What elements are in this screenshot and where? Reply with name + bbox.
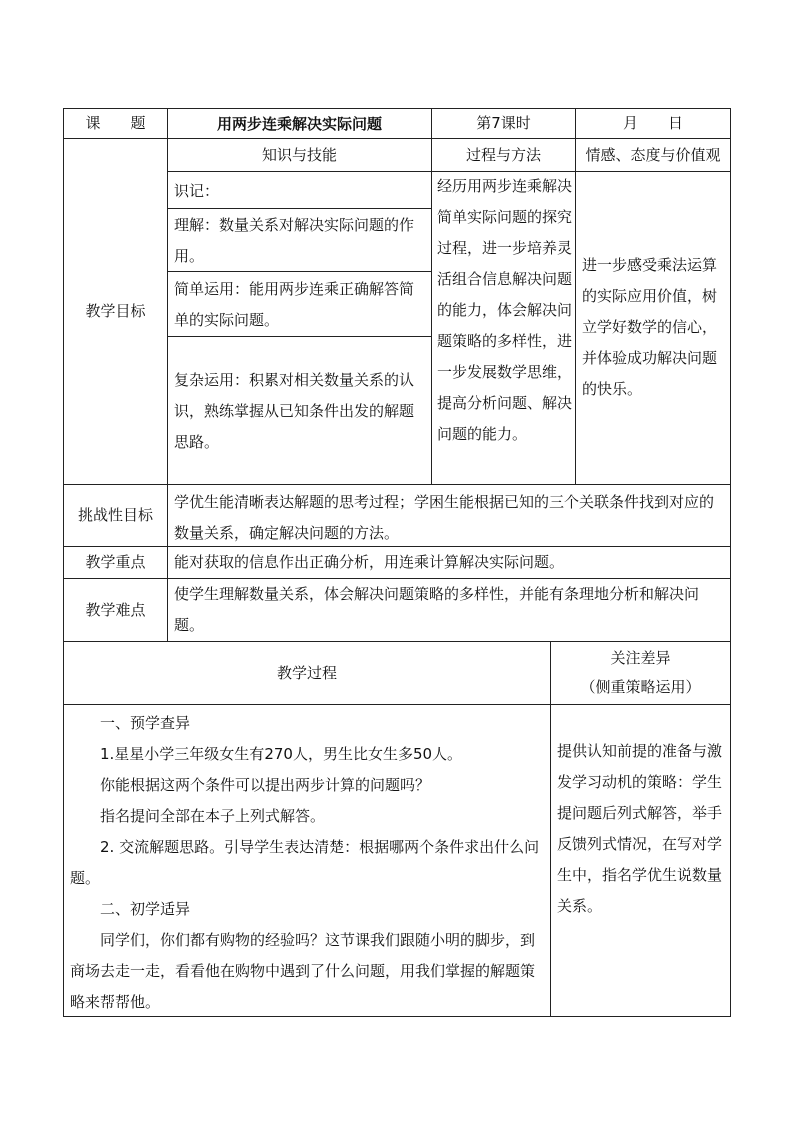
differences-header (551, 644, 730, 704)
differences-subtitle: （侧重策略运用） (580, 678, 701, 696)
knowledge-memorize: 识记： (174, 182, 220, 200)
grid-line (167, 208, 431, 209)
section-heading: 一、预学查异 (100, 714, 191, 732)
process-line: 2. 交流解题思路。引导学生表达清楚：根据哪两个条件求出什么问题。 (70, 838, 540, 887)
grid-line (167, 336, 431, 337)
challenge-label: 挑战性目标 (77, 506, 153, 524)
objectives-label: 教学目标 (85, 302, 146, 320)
knowledge-simple-use: 简单运用：能用两步连乘正确解答简单的实际问题。 (174, 280, 415, 329)
process-header: 教学过程 (276, 663, 337, 682)
process-line: 指名提问全部在本子上列式解答。 (100, 807, 326, 825)
difficulty-text: 使学生理解数量关系，体会解决问题策略的多样性，并能有条理地分析和解决问题。 (174, 585, 700, 634)
lesson-number: 第7课时 (476, 114, 531, 132)
col-process-header: 过程与方法 (465, 145, 541, 164)
knowledge-complex-use: 复杂运用：积累对相关数量关系的认识，熟练掌握从已知条件出发的解题思路。 (174, 371, 415, 451)
table-border-right (730, 108, 731, 1017)
differences-title: 关注差异 (610, 649, 671, 667)
key-point-text: 能对获取的信息作出正确分析，用连乘计算解决实际问题。 (174, 553, 565, 571)
section-heading: 二、初学适异 (100, 900, 191, 918)
process-method-text: 经历用两步连乘解决简单实际问题的探究过程，进一步培养灵活组合信息解决问题的能力，体会解决问题策略的多样性，进一步发展数学思维，提高分析问题、解决问题的能力。 (437, 177, 573, 443)
knowledge-understand: 理解：数量关系对解决实际问题的作用。 (174, 216, 415, 265)
lesson-title: 用两步连乘解决实际问题 (216, 115, 382, 133)
lesson-date: 月 日 (622, 114, 683, 132)
difficulty-label: 教学难点 (85, 600, 146, 619)
key-point-label: 教学重点 (85, 553, 146, 571)
emotion-attitude-text: 进一步感受乘法运算的实际应用价值，树立学好数学的信心，并体验成功解决问题的快乐。 (582, 256, 718, 398)
col-knowledge-header: 知识与技能 (261, 145, 337, 164)
course-label: 课 题 (85, 114, 146, 132)
differences-strategy-text: 提供认知前提的准备与激发学习动机的策略：学生提问题后列式解答，举手反馈列式情况，在写对学生中，指名学优生说数量关系。 (557, 742, 723, 915)
process-body (70, 708, 544, 1018)
grid-line (167, 108, 168, 641)
grid-line (63, 704, 731, 705)
process-line: 你能根据这两个条件可以提出两步计算的问题吗？ (100, 776, 431, 794)
process-line: 1.星星小学三年级女生有270人，男生比女生多50人。 (100, 745, 463, 763)
process-line: 同学们，你们都有购物的经验吗？这节课我们跟随小明的脚步，到商场去走一走，看看他在购物中遇到了什么问题，用我们掌握的解题策略来帮帮他。 (70, 931, 536, 1011)
challenge-text: 学优生能清晰表达解题的思考过程；学困生能根据已知的三个关联条件找到对应的数量关系，确定解决问题的方法。 (174, 493, 715, 542)
col-emotion-header: 情感、态度与价值观 (585, 145, 721, 164)
